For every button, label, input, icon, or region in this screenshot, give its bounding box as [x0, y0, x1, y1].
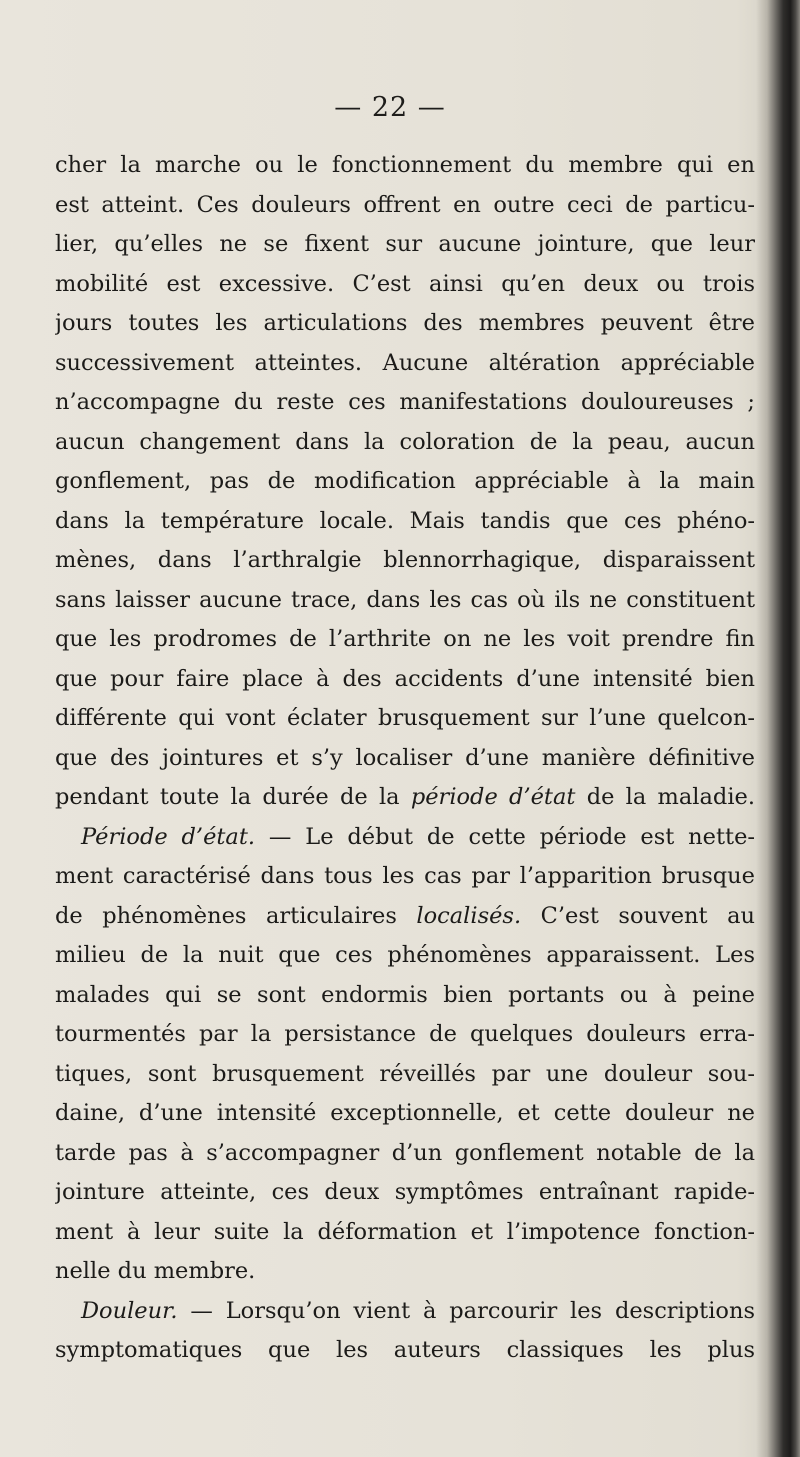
text-line	[55, 897, 755, 937]
text-line: milieu de la nuit que ces phénomènes apparaissent. Les	[55, 942, 755, 968]
text-segment: de phénomènes articulaires	[55, 902, 417, 929]
section-start-line	[55, 1292, 755, 1332]
text-line: ment caractérisé dans tous les cas par l’apparition brusque	[55, 863, 755, 889]
text-segment: — Le début de cette période est nette-	[255, 823, 755, 850]
text-line: lier, qu’elles ne se fixent sur aucune jointure, que leur	[55, 231, 755, 257]
text-line: différente qui vont éclater brusquement sur l’une quelcon-	[55, 705, 755, 731]
text-line: n’accompagne du reste ces manifestations douloureuses ;	[55, 389, 755, 415]
text-line: dans la température locale. Mais tandis que ces phéno-	[55, 507, 755, 534]
text-line: que pour faire place à des accidents d’une intensité bien	[55, 665, 755, 692]
text-line: que les prodromes de l’arthrite on ne les voit prendre fin	[55, 626, 755, 652]
text-line: est atteint. Ces douleurs offrent en outre ceci de particu-	[55, 191, 755, 218]
text-line: malades qui se sont endormis bien portants ou à peine	[55, 981, 755, 1008]
text-line: mobilité est excessive. C’est ainsi qu’en deux ou trois	[55, 270, 755, 297]
text-segment: de la maladie.	[575, 784, 755, 810]
text-line: jointure atteinte, ces deux symptômes entraînant rapide-	[55, 1179, 755, 1205]
text-line: tarde pas à s’accompagner d’un gonflement notable de la	[55, 1139, 755, 1166]
section-start-line	[55, 818, 755, 858]
text-line: sans laisser aucune trace, dans les cas où ils ne constituent	[55, 586, 755, 613]
text-line: successivement atteintes. Aucune altération appréciable	[55, 349, 755, 376]
italic-term: période d’état	[410, 784, 576, 810]
text-line: cher la marche ou le fonctionnement du membre qui en	[55, 152, 755, 178]
text-segment: C’est souvent au	[521, 902, 755, 929]
text-line: daine, d’une intensité exceptionnelle, et cette douleur ne	[55, 1100, 755, 1126]
text-line: mènes, dans l’arthralgie blennorrhagique, disparaissent	[55, 547, 755, 573]
text-line: aucun changement dans la coloration de la peau, aucun	[55, 428, 755, 455]
text-line: tiques, sont brusquement réveillés par une douleur sou-	[55, 1060, 755, 1087]
text-line: que des jointures et s’y localiser d’une manière définitive	[55, 744, 755, 771]
text-line: nelle du membre.	[55, 1258, 256, 1284]
page-number: — 22 —	[334, 92, 446, 123]
text-line: symptomatiques que les auteurs classiques les plus	[55, 1337, 755, 1363]
body-text	[55, 146, 755, 1371]
page-edge-shadow	[756, 0, 800, 1457]
text-line	[55, 778, 755, 818]
text-line: gonflement, pas de modification appréciable à la main	[55, 468, 755, 494]
text-segment: pendant toute la durée de la	[55, 784, 411, 810]
text-segment: — Lorsqu’on vient à parcourir les descriptions	[177, 1297, 755, 1324]
italic-term: localisés.	[416, 902, 522, 929]
section-heading: Douleur.	[81, 1297, 178, 1324]
text-line: ment à leur suite la déformation et l’impotence fonction-	[55, 1218, 755, 1245]
text-line: tourmentés par la persistance de quelques douleurs erra-	[55, 1021, 755, 1047]
text-line: jours toutes les articulations des membres peuvent être	[55, 310, 755, 336]
section-heading: Période d’état.	[81, 823, 256, 850]
